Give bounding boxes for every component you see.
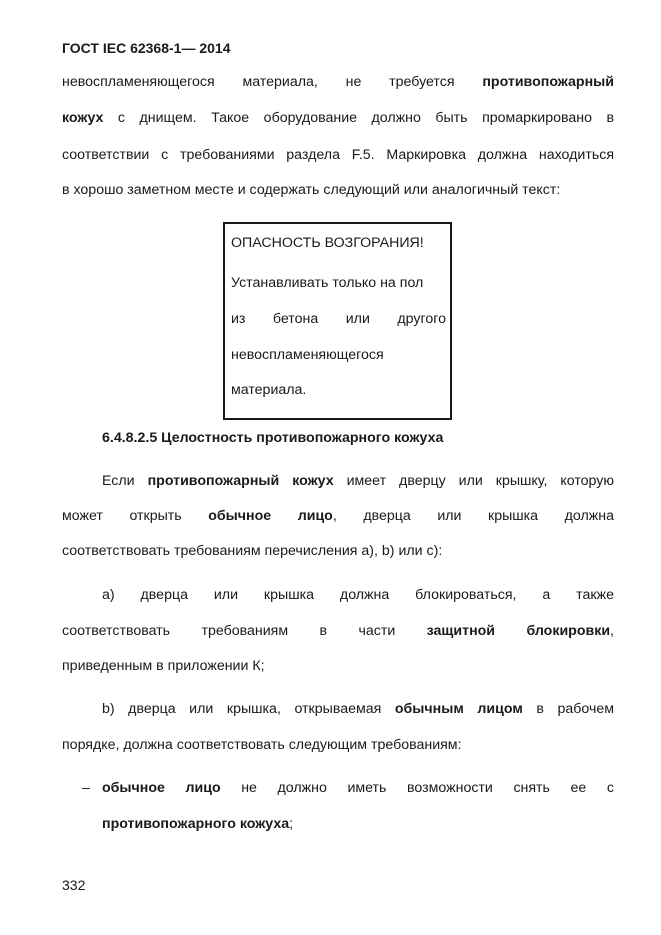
text-span: не должно иметь возможности снять ее с xyxy=(220,780,614,796)
text-span: соответствовать требованиям в части xyxy=(62,623,427,639)
text-span: может открыть xyxy=(62,508,209,524)
item-b-line2: порядке, должна соответствовать следующим требованиям: xyxy=(62,737,462,753)
text-span: , xyxy=(610,623,614,639)
term-bold: обычное лицо xyxy=(102,780,221,796)
notice-line1: Устанавливать только на пол xyxy=(231,275,424,291)
para2-line2 xyxy=(62,507,614,525)
text-span: ; xyxy=(289,816,294,832)
text-span: , дверца или крышка должна xyxy=(332,508,614,524)
term-bold: обычное лицо xyxy=(208,508,333,524)
page-number: 332 xyxy=(62,877,86,893)
text-span: в рабочем xyxy=(522,701,614,717)
bullet-dash: – xyxy=(82,780,90,796)
term-bold: противопожарного кожуха xyxy=(102,816,290,832)
text-span: Если xyxy=(102,473,148,489)
item-a-line3: приведенным в приложении К; xyxy=(62,658,265,674)
notice-line3: невоспламеняющегося xyxy=(231,347,384,363)
document-header: ГОСТ IEC 62368-1— 2014 xyxy=(62,40,231,56)
text-span: невоспламеняющегося материала, не требуется xyxy=(62,74,483,90)
para1-line3: соответствии с требованиями раздела F.5. Маркировка должна находиться xyxy=(62,147,614,163)
item-a-line1: а) дверца или крышка должна блокироваться, а также xyxy=(102,587,614,603)
bullet1-line1 xyxy=(102,779,614,797)
text-span: с днищем. Такое оборудование должно быть промаркировано в xyxy=(103,110,614,126)
notice-title: ОПАСНОСТЬ ВОЗГОРАНИЯ! xyxy=(231,235,424,251)
notice-line2: из бетона или другого xyxy=(231,311,446,327)
term-bold: кожух xyxy=(62,110,104,126)
para1-line2 xyxy=(62,109,614,127)
term-bold: защитной блокировки xyxy=(426,623,611,639)
para1-line4: в хорошо заметном месте и содержать следующий или аналогичный текст: xyxy=(62,182,561,198)
item-a-line2 xyxy=(62,622,614,640)
text-span: имеет дверцу или крышку, которую xyxy=(333,473,615,489)
term-bold: противопожарный xyxy=(482,74,614,90)
term-bold: обычным лицом xyxy=(394,701,523,717)
para1-line1 xyxy=(62,73,614,91)
item-b-line1 xyxy=(102,700,614,718)
term-bold: противопожарный кожух xyxy=(147,473,334,489)
text-span: b) дверца или крышка, открываемая xyxy=(102,701,395,717)
notice-line4: материала. xyxy=(231,382,307,398)
warning-notice-box xyxy=(223,222,452,420)
para2-line3: соответствовать требованиям перечисления а), b) или с): xyxy=(62,543,443,559)
section-heading: 6.4.8.2.5 Целостность противопожарного кожуха xyxy=(102,430,444,446)
bullet1-line2 xyxy=(102,815,614,833)
para2-line1 xyxy=(102,472,614,490)
